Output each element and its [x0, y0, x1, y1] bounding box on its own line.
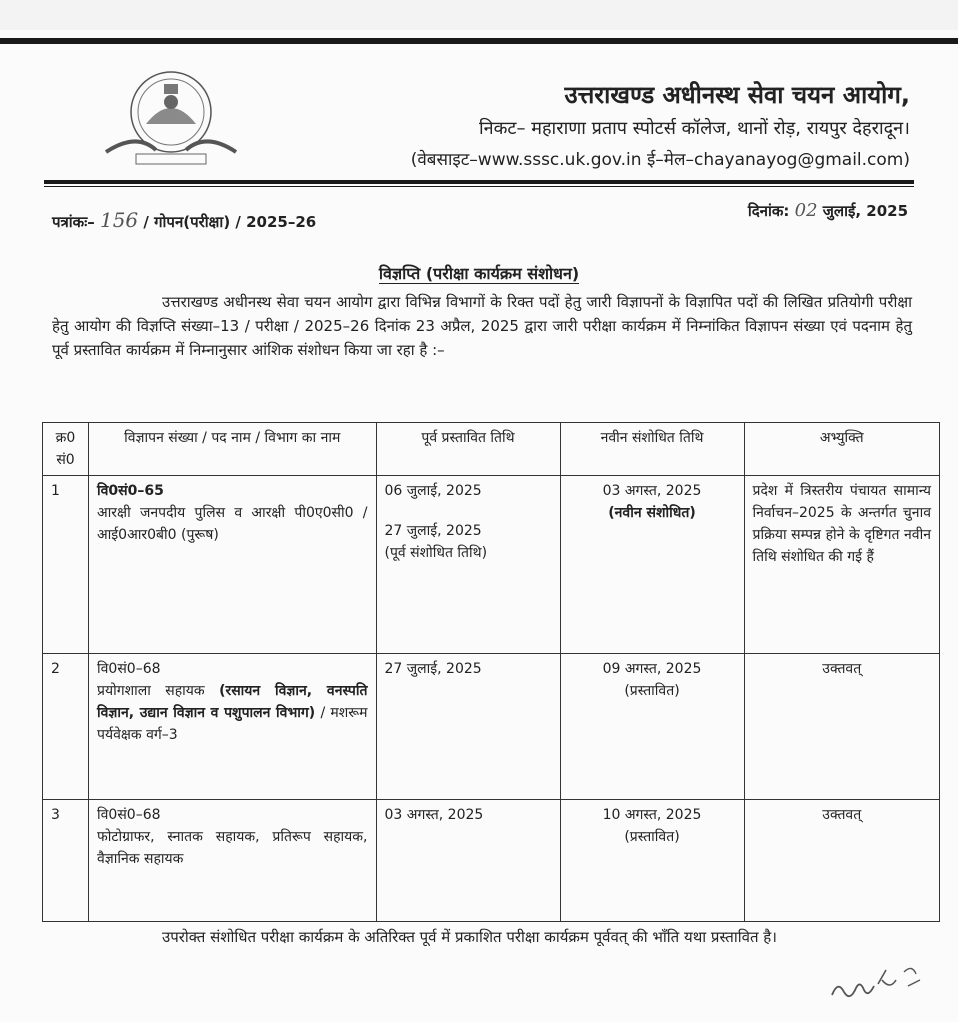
intro-paragraph [52, 290, 912, 362]
new-date-note: (प्रस्तावित) [624, 829, 680, 845]
row-new-date [560, 800, 744, 922]
handwritten-signature-icon [820, 950, 930, 1010]
row-adv-number: वि0सं0–68 [97, 807, 161, 823]
header-sno: क्र0 सं0 [43, 423, 89, 476]
organization-address: निकट– महाराणा प्रताप स्पोटर्स कॉलेज, थानों रोड़, रायपुर देहरादून। [478, 118, 910, 139]
row-post [89, 476, 377, 654]
new-date: 10 अगस्त, 2025 [602, 807, 702, 823]
table-row [43, 654, 940, 800]
table-row [43, 800, 940, 922]
prev-date-1: 06 जुलाई, 2025 [384, 483, 482, 499]
row-new-date [560, 654, 744, 800]
row-adv-number: वि0सं0–65 [97, 483, 164, 499]
row-remark: उक्तवत् [744, 800, 940, 922]
new-date: 03 अगस्त, 2025 [602, 483, 702, 499]
header-new-date: नवीन संशोधित तिथि [560, 423, 744, 476]
date-rest: जुलाई, 2025 [822, 202, 908, 220]
footer-paragraph [52, 922, 912, 952]
row-prev-date: 03 अगस्त, 2025 [376, 800, 560, 922]
row-remark: प्रदेश में त्रिस्तरीय पंचायत सामान्य निर्वाचन–2025 के अन्तर्गत चुनाव प्रक्रिया सम्पन्न होने के दृष्टिगत नवीन तिथि संशोधित की गई हैं [744, 476, 940, 654]
notice-title [0, 262, 958, 284]
table-row [43, 476, 940, 654]
row-remark: उक्तवत् [744, 654, 940, 800]
header-remark: अभ्युक्ति [744, 423, 940, 476]
header-post: विज्ञापन संख्या / पद नाम / विभाग का नाम [89, 423, 377, 476]
new-date: 09 अगस्त, 2025 [602, 661, 702, 677]
reference-suffix: / गोपन(परीक्षा) / 2025–26 [143, 213, 317, 231]
header-prev-date: पूर्व प्रस्तावित तिथि [376, 423, 560, 476]
footer-text: उपरोक्त संशोधित परीक्षा कार्यक्रम के अतिरिक्त पूर्व में प्रकाशित परीक्षा कार्यक्रम पूर्ववत् की भाँति यथा प्रस्तावित है। [162, 928, 777, 946]
row-post-name [97, 680, 368, 746]
table-header-row [43, 423, 940, 476]
reference-prefix: पत्रांकः– [52, 213, 95, 231]
row-sno: 1 [43, 476, 89, 654]
letter-date [748, 200, 908, 221]
row-adv-number: वि0सं0–68 [97, 661, 161, 677]
post-name-b: (रसायन विज्ञान, वनस्पति विज्ञान, उद्यान विज्ञान व पशुपालन विभाग) [97, 683, 368, 721]
organization-name: उत्तराखण्ड अधीनस्थ सेवा चयन आयोग, [564, 81, 910, 109]
intro-text: उत्तराखण्ड अधीनस्थ सेवा चयन आयोग द्वारा विभिन्न विभागों के रिक्त पदों हेतु जारी विज्ञापनों के विज्ञापित पदों की लिखित प्रतियोगी परीक्षा हेतु आयोग की विज्ञप्ति संख्या–13 / परीक्षा / 2025–26 दिनांक 23 अप्रैल, 2025 द्वारा जारी परीक्षा कार्यक्रम में निम्नांकित विज्ञापन संख्या एवं पदनाम हेतु पूर्व प्रस्तावित कार्यक्रम में निम्नानुसार आंशिक संशोधन किया जा रहा है :– [52, 293, 912, 359]
top-border [0, 38, 958, 44]
header-rule-thin [44, 186, 914, 187]
reference-number [52, 208, 316, 232]
schedule-table [42, 422, 940, 922]
website-email-line: (वेबसाइट–www.sssc.uk.gov.in ई–मेल–chayanayog@gmail.com) [410, 150, 910, 170]
post-name-a: प्रयोगशाला सहायक [97, 683, 205, 699]
date-handwritten-day: 02 [794, 200, 818, 221]
row-post [89, 800, 377, 922]
date-prefix: दिनांक: [747, 202, 790, 220]
prev-date-2-note: (पूर्व संशोधित तिथि) [384, 545, 488, 561]
row-post-name: आरक्षी जनपदीय पुलिस व आरक्षी पी0ए0सी0 / आई0आर0बी0 (पुरूष) [97, 505, 368, 543]
row-sno: 3 [43, 800, 89, 922]
row-prev-date [376, 476, 560, 654]
row-post [89, 654, 377, 800]
post-name-c: / मशरूम पर्यवेक्षक वर्ग–3 [97, 705, 368, 743]
new-date-note: (नवीन संशोधित) [608, 505, 696, 521]
sssc-emblem-icon [96, 62, 246, 172]
row-sno: 2 [43, 654, 89, 800]
notice-title-text: विज्ञप्ति (परीक्षा कार्यक्रम संशोधन) [378, 264, 580, 283]
new-date-note: (प्रस्तावित) [624, 683, 680, 699]
row-new-date [560, 476, 744, 654]
header-rule-thick [44, 180, 914, 184]
prev-date-2: 27 जुलाई, 2025 [384, 523, 482, 539]
row-post-name: फोटोग्राफर, स्नातक सहायक, प्रतिरूप सहायक, वैज्ञानिक सहायक [97, 829, 368, 867]
reference-handwritten-number: 156 [99, 208, 139, 232]
row-prev-date: 27 जुलाई, 2025 [376, 654, 560, 800]
